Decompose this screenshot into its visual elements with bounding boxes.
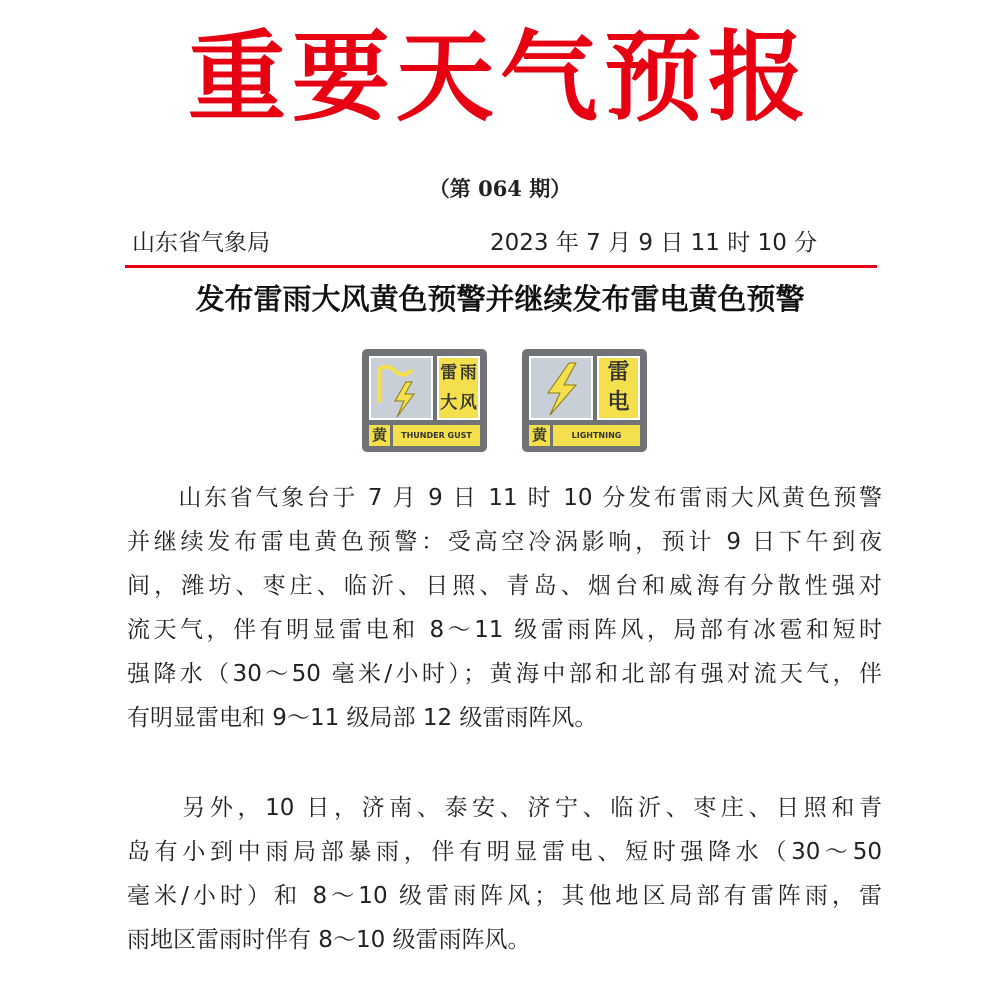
- paragraph-line: 间，潍坊、枣庄、临沂、日照、青岛、烟台和威海有分散性强对: [127, 573, 882, 599]
- paragraph-line: 雨地区雷雨时伴有 8～10 级雷雨阵风。: [127, 927, 531, 953]
- document-title: 重要天气预报: [187, 20, 812, 135]
- lightning-chars: [597, 356, 640, 420]
- char-yu: 雨: [459, 362, 477, 383]
- char-feng: 风: [459, 392, 477, 413]
- thunderstorm-gale-yellow-warning-icon: [362, 349, 487, 452]
- lightning-yellow-warning-icon: [522, 349, 647, 452]
- warning-english-label: THUNDER GUST: [393, 425, 480, 446]
- headline: 发布雷雨大风黄色预警并继续发布雷电黄色预警: [195, 282, 805, 316]
- warning-level-label: 黄: [529, 425, 550, 446]
- paragraph-line: 流天气，伴有明显雷电和 8～11 级雷雨阵风，局部有冰雹和短时: [127, 617, 882, 643]
- issuing-agency: 山东省气象局: [132, 230, 270, 256]
- issue-number: （第 064 期）: [428, 176, 572, 201]
- thunder-gust-chars: [437, 356, 480, 420]
- char-da: 大: [440, 392, 458, 413]
- paragraph-line: 强降水（30～50 毫米/小时）；黄海中部和北部有强对流天气，伴: [127, 661, 882, 687]
- paragraph-line: 山东省气象台于 7 月 9 日 11 时 10 分发布雷雨大风黄色预警: [127, 485, 882, 511]
- body-paragraph-2: [127, 786, 882, 962]
- red-divider-rule: [125, 265, 877, 268]
- char-lei: 雷: [440, 362, 458, 383]
- warning-level-label: 黄: [369, 425, 390, 446]
- paragraph-line: 并继续发布雷电黄色预警：受高空冷涡影响，预计 9 日下午到夜: [127, 529, 882, 555]
- issue-datetime: 2023 年 7 月 9 日 11 时 10 分: [490, 230, 818, 256]
- body-paragraph-1: [127, 476, 882, 740]
- paragraph-line: 有明显雷电和 9～11 级局部 12 级雷雨阵风。: [127, 705, 598, 731]
- char-lei: 雷: [607, 360, 630, 385]
- paragraph-line: 另外，10 日，济南、泰安、济宁、临沂、枣庄、日照和青: [127, 795, 882, 821]
- warning-english-label: LIGHTNING: [553, 425, 640, 446]
- char-dian: 电: [607, 390, 630, 415]
- paragraph-line: 岛有小到中雨局部暴雨，伴有明显雷电、短时强降水（30～50: [127, 839, 882, 865]
- paragraph-line: 毫米/小时）和 8～10 级雷雨阵风；其他地区局部有雷阵雨，雷: [127, 883, 882, 909]
